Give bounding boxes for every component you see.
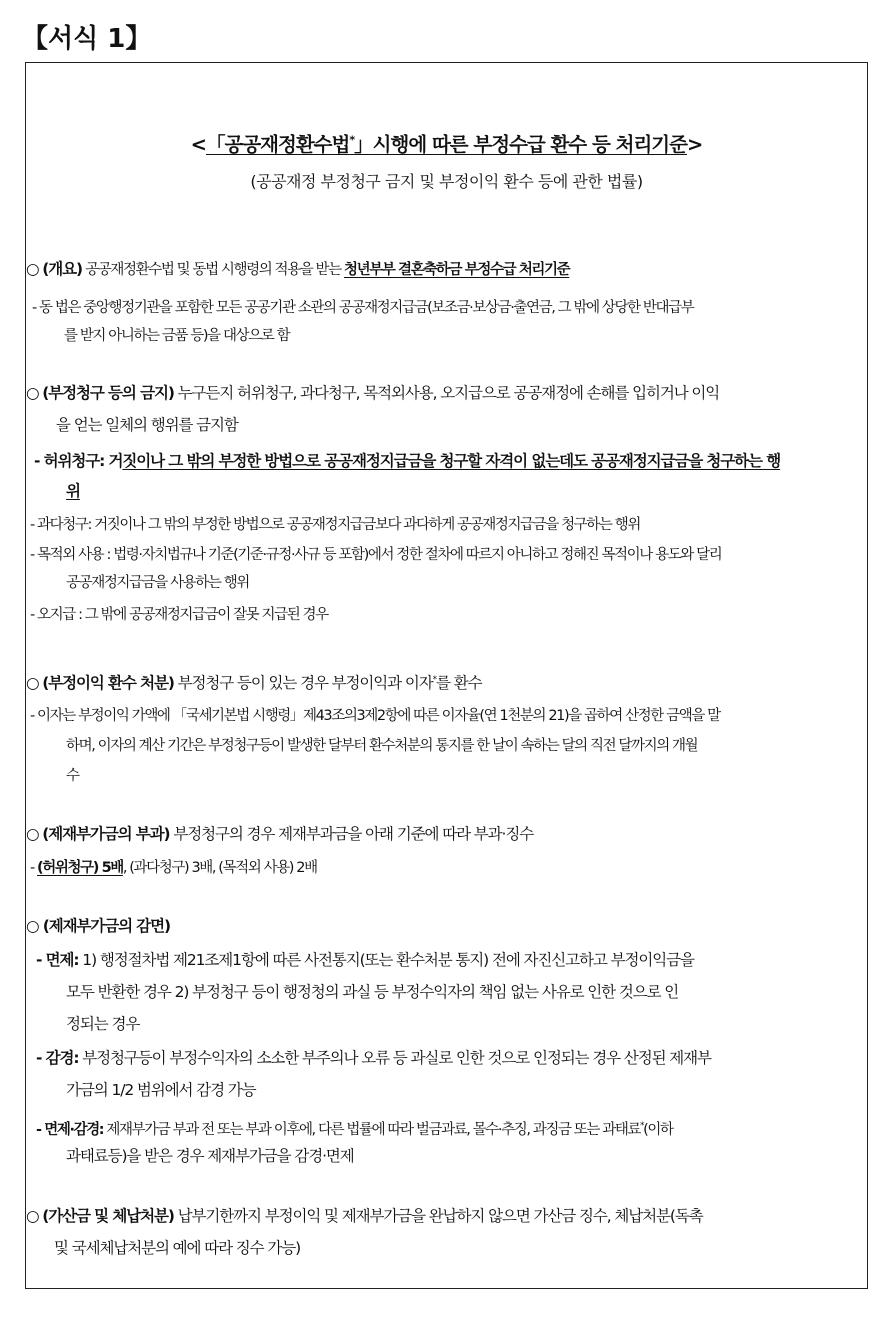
exemption-line-2: 모두 반환한 경우 2) 부정청구 등이 행정청의 과실 등 부정수익자의 책임 없는 사유로 인한 것으로 인 [66,983,679,1001]
misuse-line-2: 공공재정지급금을 사용하는 행위 [66,575,249,591]
section-recovery-heading: ○ (부정이익 환수 처분) 부정청구 등이 있는 경우 부정이익과 이자*를 환수 [26,674,482,693]
penalty-line-2: 및 국세체납처분의 예에 따라 징수 가능) [54,1239,301,1257]
section-prohibition-heading: ○ (부정청구 등의 금지) 누구든지 허위청구, 과다청구, 목적외사용, 오지급으로 공공재정에 손해를 입히거나 이익 [26,384,720,402]
document-title: <「공공재정환수법*」시행에 따른 부정수급 환수 등 처리기준> [190,133,703,156]
false-claim-line-1: - 허위청구: 거짓이나 그 밖의 부정한 방법으로 공공재정지급금을 청구할 자격이 없는데도 공공재정지급금을 청구하는 행 [34,452,781,470]
exempt-mitigate-line-2: 과태료등)을 받은 경우 제재부가금을 감경·면제 [66,1147,354,1165]
mitigation-line-1: - 감경: 부정청구등이 부정수익자의 소소한 부주의나 오류 등 과실로 인한 것으로 인정되는 경우 산정된 제재부 [36,1049,711,1067]
surcharge-multipliers: - (허위청구) 5배, (과다청구) 3배, (목적외 사용) 2배 [30,860,317,876]
document-box [25,62,868,1289]
section-penalty-heading: ○ (가산금 및 체납처분) 납부기한까지 부정이익 및 제재부가금을 완납하지 않으면 가산금 징수, 체납처분(독촉 [26,1207,703,1225]
false-claim-line-2: 위 [66,482,80,500]
exemption-line-1: - 면제: 1) 행정절차법 제21조제1항에 따른 사전통지(또는 환수처분 통지) 전에 자진신고하고 부정이익금을 [36,951,694,969]
prohibition-line-2: 을 얻는 일체의 행위를 금지함 [56,416,238,434]
excess-claim-line: - 과다청구: 거짓이나 그 밖의 부정한 방법으로 공공재정지급금보다 과다하게 공공재정지급금을 청구하는 행위 [30,517,640,533]
misuse-line-1: - 목적외 사용 : 법령·자치법규나 기준(기준·규정·사규 등 포함)에서 정한 절차에 따르지 아니하고 정해진 목적이나 용도와 달리 [30,547,722,563]
interest-line-3: 수 [66,768,79,784]
exemption-line-3: 정되는 경우 [66,1015,140,1033]
interest-line-2: 하며, 이자의 계산 기간은 부정청구등이 발생한 달부터 환수처분의 통지를 한 날이 속하는 달의 직전 달까지의 개월 [66,738,698,754]
section-reduction-heading: ○ (제재부가금의 감면) [26,917,170,935]
mitigation-line-2: 가금의 1/2 범위에서 감경 가능 [66,1081,256,1099]
section-surcharge-heading: ○ (제재부가금의 부과) 부정청구의 경우 제재부과금을 아래 기준에 따라 부과·징수 [26,825,534,843]
overview-detail-line-2: 를 받지 아니하는 금품 등)을 대상으로 함 [64,328,290,344]
misspayment-line: - 오지급 : 그 밖에 공공재정지급금이 잘못 지급된 경우 [30,607,328,623]
overview-detail-line-1: - 동 법은 중앙행정기관을 포함한 모든 공공기관 소관의 공공재정지급금(보조금·보상금·출연금, 그 밖에 상당한 반대급부 [32,300,694,316]
document-subtitle: (공공재정 부정청구 금지 및 부정이익 환수 등에 관한 법률) [250,172,643,191]
form-label: 【서식 1】 [22,24,152,54]
section-overview-heading: ○ (개요) 공공재정환수법 및 동법 시행령의 적용을 받는 청년부부 결혼축하금 부정수급 처리기준 [26,260,570,278]
exempt-mitigate-line-1: - 면제·감경: 제재부가금 부과 전 또는 부과 이후에, 다른 법률에 따라 벌금과료, 몰수·추징, 과징금 또는 과태료*(이하 [36,1121,673,1138]
interest-line-1: - 이자는 부정이익 가액에 「국세기본법 시행령」제43조의3제2항에 따른 이자율(연 1천분의 21)을 곱하여 산정한 금액을 말 [30,708,720,724]
